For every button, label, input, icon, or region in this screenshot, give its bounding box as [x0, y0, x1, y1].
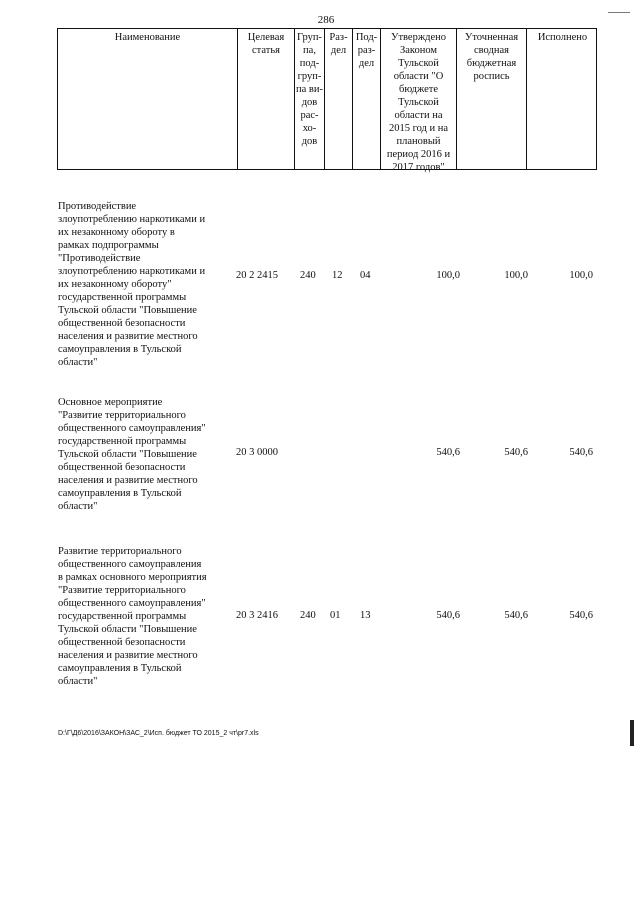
row-section: 12 [332, 270, 343, 281]
row-subsection: 13 [360, 610, 371, 621]
row-target: 20 3 0000 [236, 447, 278, 458]
row-refined: 100,0 [504, 270, 528, 281]
header-executed: Исполнено [537, 32, 588, 43]
row-name: Основное мероприятие "Развитие территориального общественного самоуправления" государственной программы Тульской области "Повышение общественной безопасности населения и развитие местного самоуправления в Тульской области" [58, 397, 206, 512]
row-name: Противодействие злоупотреблению наркотиками и их незаконному обороту в рамках подпрограммы "Противодействие злоупотреблению наркотиками и их незаконному обороту" государственной программы Тульской области "Повышение общественной безопасности населения и развитие местного самоуправления в Тульской области" [58, 201, 206, 368]
row-subsection: 04 [360, 270, 371, 281]
scan-mark [608, 12, 630, 13]
header-target: Целевая статья [238, 29, 295, 169]
row-approved: 540,6 [436, 447, 460, 458]
scan-mark [630, 720, 634, 746]
row-approved: 540,6 [436, 610, 460, 621]
header-refined: Уточненная сводная бюджетная роспись [457, 29, 527, 169]
row-executed: 100,0 [569, 270, 593, 281]
row-target: 20 3 2416 [236, 610, 278, 621]
row-group: 240 [300, 270, 316, 281]
header-section: Раз- дел [325, 29, 353, 169]
row-executed: 540,6 [569, 447, 593, 458]
header-name: Наименование [58, 29, 238, 169]
header-approved: Утверждено Законом Тульской области "О бюджете Тульской области на 2015 год и на плановый период 2016 и 2017 годов" [381, 29, 457, 169]
row-target: 20 2 2415 [236, 270, 278, 281]
header-subsection: Под- раз- дел [353, 29, 381, 169]
header-group: Груп- па, под- груп- па ви- дов рас- хо- дов [295, 29, 325, 169]
row-refined: 540,6 [504, 447, 528, 458]
table-header [57, 28, 597, 173]
row-refined: 540,6 [504, 610, 528, 621]
row-executed: 540,6 [569, 610, 593, 621]
file-path: D:\Г\Д6\2016\ЗАКОН\ЗАС_2\Исп. бюджет ТО 2015_2 чт\pr7.xls [58, 730, 259, 737]
row-name: Развитие территориального общественного самоуправления в рамках основного мероприятия "Развитие территориального общественного самоуправления" государственной программы Тульской области "Повышение общественной безопасности населения и развитие местного самоуправления в Тульской области" [58, 546, 207, 687]
row-group: 240 [300, 610, 316, 621]
page-number: 286 [317, 14, 335, 26]
row-section: 01 [330, 610, 341, 621]
row-approved: 100,0 [436, 270, 460, 281]
